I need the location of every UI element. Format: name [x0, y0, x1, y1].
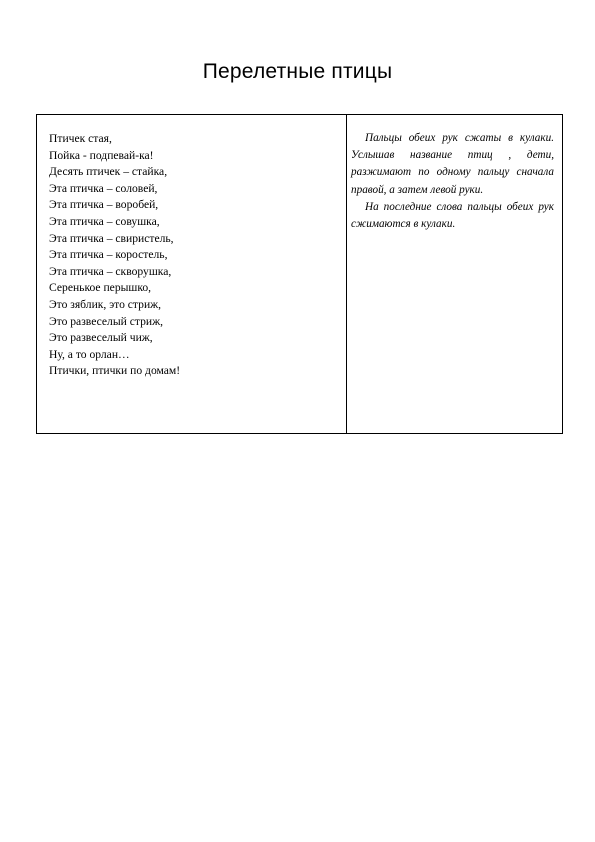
- poem-line: Эта птичка – воробей,: [49, 198, 159, 212]
- instruction-paragraph: Пальцы обеих рук сжаты в кулаки. Услышав название птиц , дети, разжимают по одному пальцу сначала правой, а затем левой руки.: [351, 132, 554, 196]
- poem-line: Пойка - подпевай-ка!: [49, 148, 154, 162]
- poem-line: Птички, птички по домам!: [49, 364, 181, 378]
- poem-line: Это зяблик, это стриж,: [49, 297, 162, 311]
- instruction-paragraph: На последние слова пальцы обеих рук сжимаются в кулаки.: [351, 200, 554, 231]
- content-table: [36, 114, 563, 434]
- instructions-column: [347, 115, 562, 433]
- poem-line: Эта птичка – совушка,: [49, 214, 160, 228]
- poem-line: Это развеселый чиж,: [49, 331, 153, 345]
- poem-line: Это развеселый стриж,: [49, 314, 164, 328]
- poem-line: Ну, а то орлан…: [49, 347, 130, 361]
- poem-line: Эта птичка – соловей,: [49, 181, 158, 195]
- poem-line: Десять птичек – стайка,: [49, 165, 168, 179]
- page-title: Перелетные птицы: [202, 60, 393, 83]
- poem-column: [37, 115, 347, 433]
- poem-line: Птичек стая,: [49, 132, 112, 145]
- poem-line: Эта птичка – свиристель,: [49, 231, 174, 245]
- poem-line: Эта птичка – скворушка,: [49, 264, 172, 278]
- poem-line: Серенькое перышко,: [49, 281, 152, 295]
- poem-line: Эта птичка – коростель,: [49, 248, 168, 262]
